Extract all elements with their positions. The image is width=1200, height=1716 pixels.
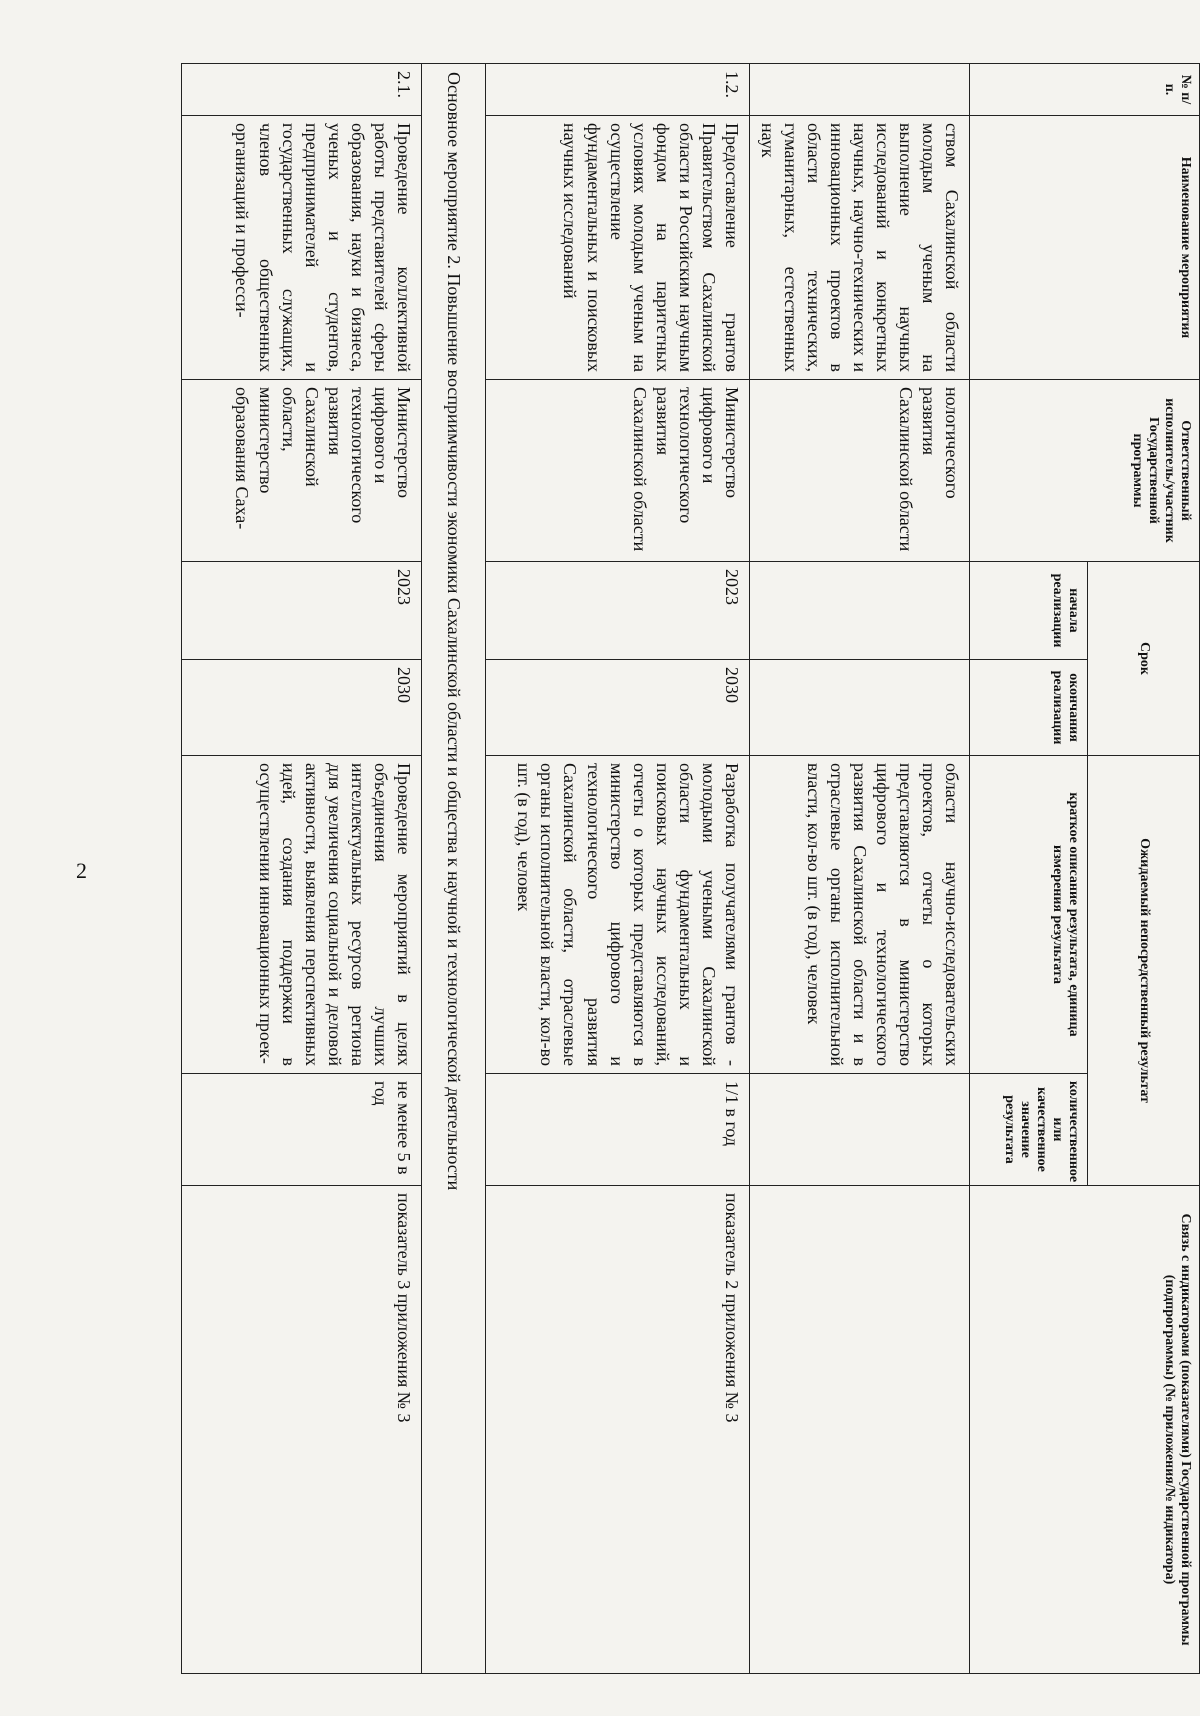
header-result-value: количественное или качественное значение результата bbox=[970, 1074, 1088, 1186]
row-name: Проведение коллективной работы представителей сферы образования, науки и бизнеса, ученых и студентов, предпринимателей и государственных служащих, членов общественных организаций и професси- bbox=[181, 116, 421, 380]
row-responsible: Министерство цифрового и технологического развития Сахалинской области, министерство образования Саха- bbox=[181, 380, 421, 562]
section-title: Основное мероприятие 2. Повышение восприимчивости экономики Сахалинской области и общества к научной и технологической деятельности bbox=[421, 64, 485, 1674]
row-responsible: нологического развития Сахалинской области bbox=[749, 380, 969, 562]
row-start: 2023 bbox=[181, 562, 421, 660]
header-result: Ожидаемый непосредственный результат bbox=[1088, 756, 1200, 1186]
header-result-desc: краткое описание результата, единица измерения результата bbox=[970, 756, 1088, 1074]
header-name: Наименование мероприятия bbox=[970, 116, 1200, 380]
table-row bbox=[181, 64, 421, 1674]
row-value: 1/1 в год bbox=[485, 1074, 749, 1186]
rotated-sheet bbox=[192, 63, 1200, 1673]
row-end bbox=[749, 660, 969, 756]
row-name: ством Сахалинской области молодым ученым на выполнение научных исследований и конкретных научных, научно-технических и инновационных проектов в области технических, гуманитарных, естественных наук bbox=[749, 116, 969, 380]
row-link: показатель 2 приложения № 3 bbox=[485, 1186, 749, 1674]
row-link: показатель 3 приложения № 3 bbox=[181, 1186, 421, 1674]
header-link: Связь с индикаторами (показателями) Государственной программы (подпрограммы) (№ приложения/№ индикатора) bbox=[970, 1186, 1200, 1674]
table-row bbox=[749, 64, 969, 1674]
header-term-start: начала реализации bbox=[970, 562, 1088, 660]
activities-table bbox=[181, 63, 1200, 1674]
row-value: не менее 5 в год bbox=[181, 1074, 421, 1186]
table-row bbox=[485, 64, 749, 1674]
row-name: Предоставление грантов Правительством Сахалинской области и Российским научным фондом на паритетных условиях молодым ученым на осуществление фундаментальных и поисковых научных исследований bbox=[485, 116, 749, 380]
row-end: 2030 bbox=[485, 660, 749, 756]
row-desc: Разработка получателями грантов - молодыми учеными Сахалинской области фундаментальных и поисковых научных исследований, отчеты о которых представляются в министерство цифрового и технологического развития Сахалинской области, отраслевые органы исполнительной власти, кол-во шт. (в год), человек bbox=[485, 756, 749, 1074]
section-row bbox=[421, 64, 485, 1674]
row-responsible: Министерство цифрового и технологического развития Сахалинской области bbox=[485, 380, 749, 562]
header-responsible: Ответственный исполнитель/участник Государственной программы bbox=[970, 380, 1200, 562]
header-term: Срок bbox=[1088, 562, 1200, 756]
row-desc: Проведение мероприятий в целях объединения лучших интеллектуальных ресурсов региона для увеличения социальной и деловой активности, выявления перспективных идей, создания поддержки в осуществлении инновационных проек- bbox=[181, 756, 421, 1074]
row-num bbox=[749, 64, 969, 116]
row-value bbox=[749, 1074, 969, 1186]
row-end: 2030 bbox=[181, 660, 421, 756]
header-num: № п/п. bbox=[970, 64, 1200, 116]
row-desc: области научно-исследовательских проектов, отчеты о которых представляются в министерство цифрового и технологического развития Сахалинской области и в отраслевые органы исполнительной власти, кол-во шт. (в год), человек bbox=[749, 756, 969, 1074]
row-start: 2023 bbox=[485, 562, 749, 660]
row-link bbox=[749, 1186, 969, 1674]
page-number: 2 bbox=[76, 858, 87, 883]
row-num: 1.2. bbox=[485, 64, 749, 116]
header-term-end: окончания реализации bbox=[970, 660, 1088, 756]
row-num: 2.1. bbox=[181, 64, 421, 116]
row-start bbox=[749, 562, 969, 660]
